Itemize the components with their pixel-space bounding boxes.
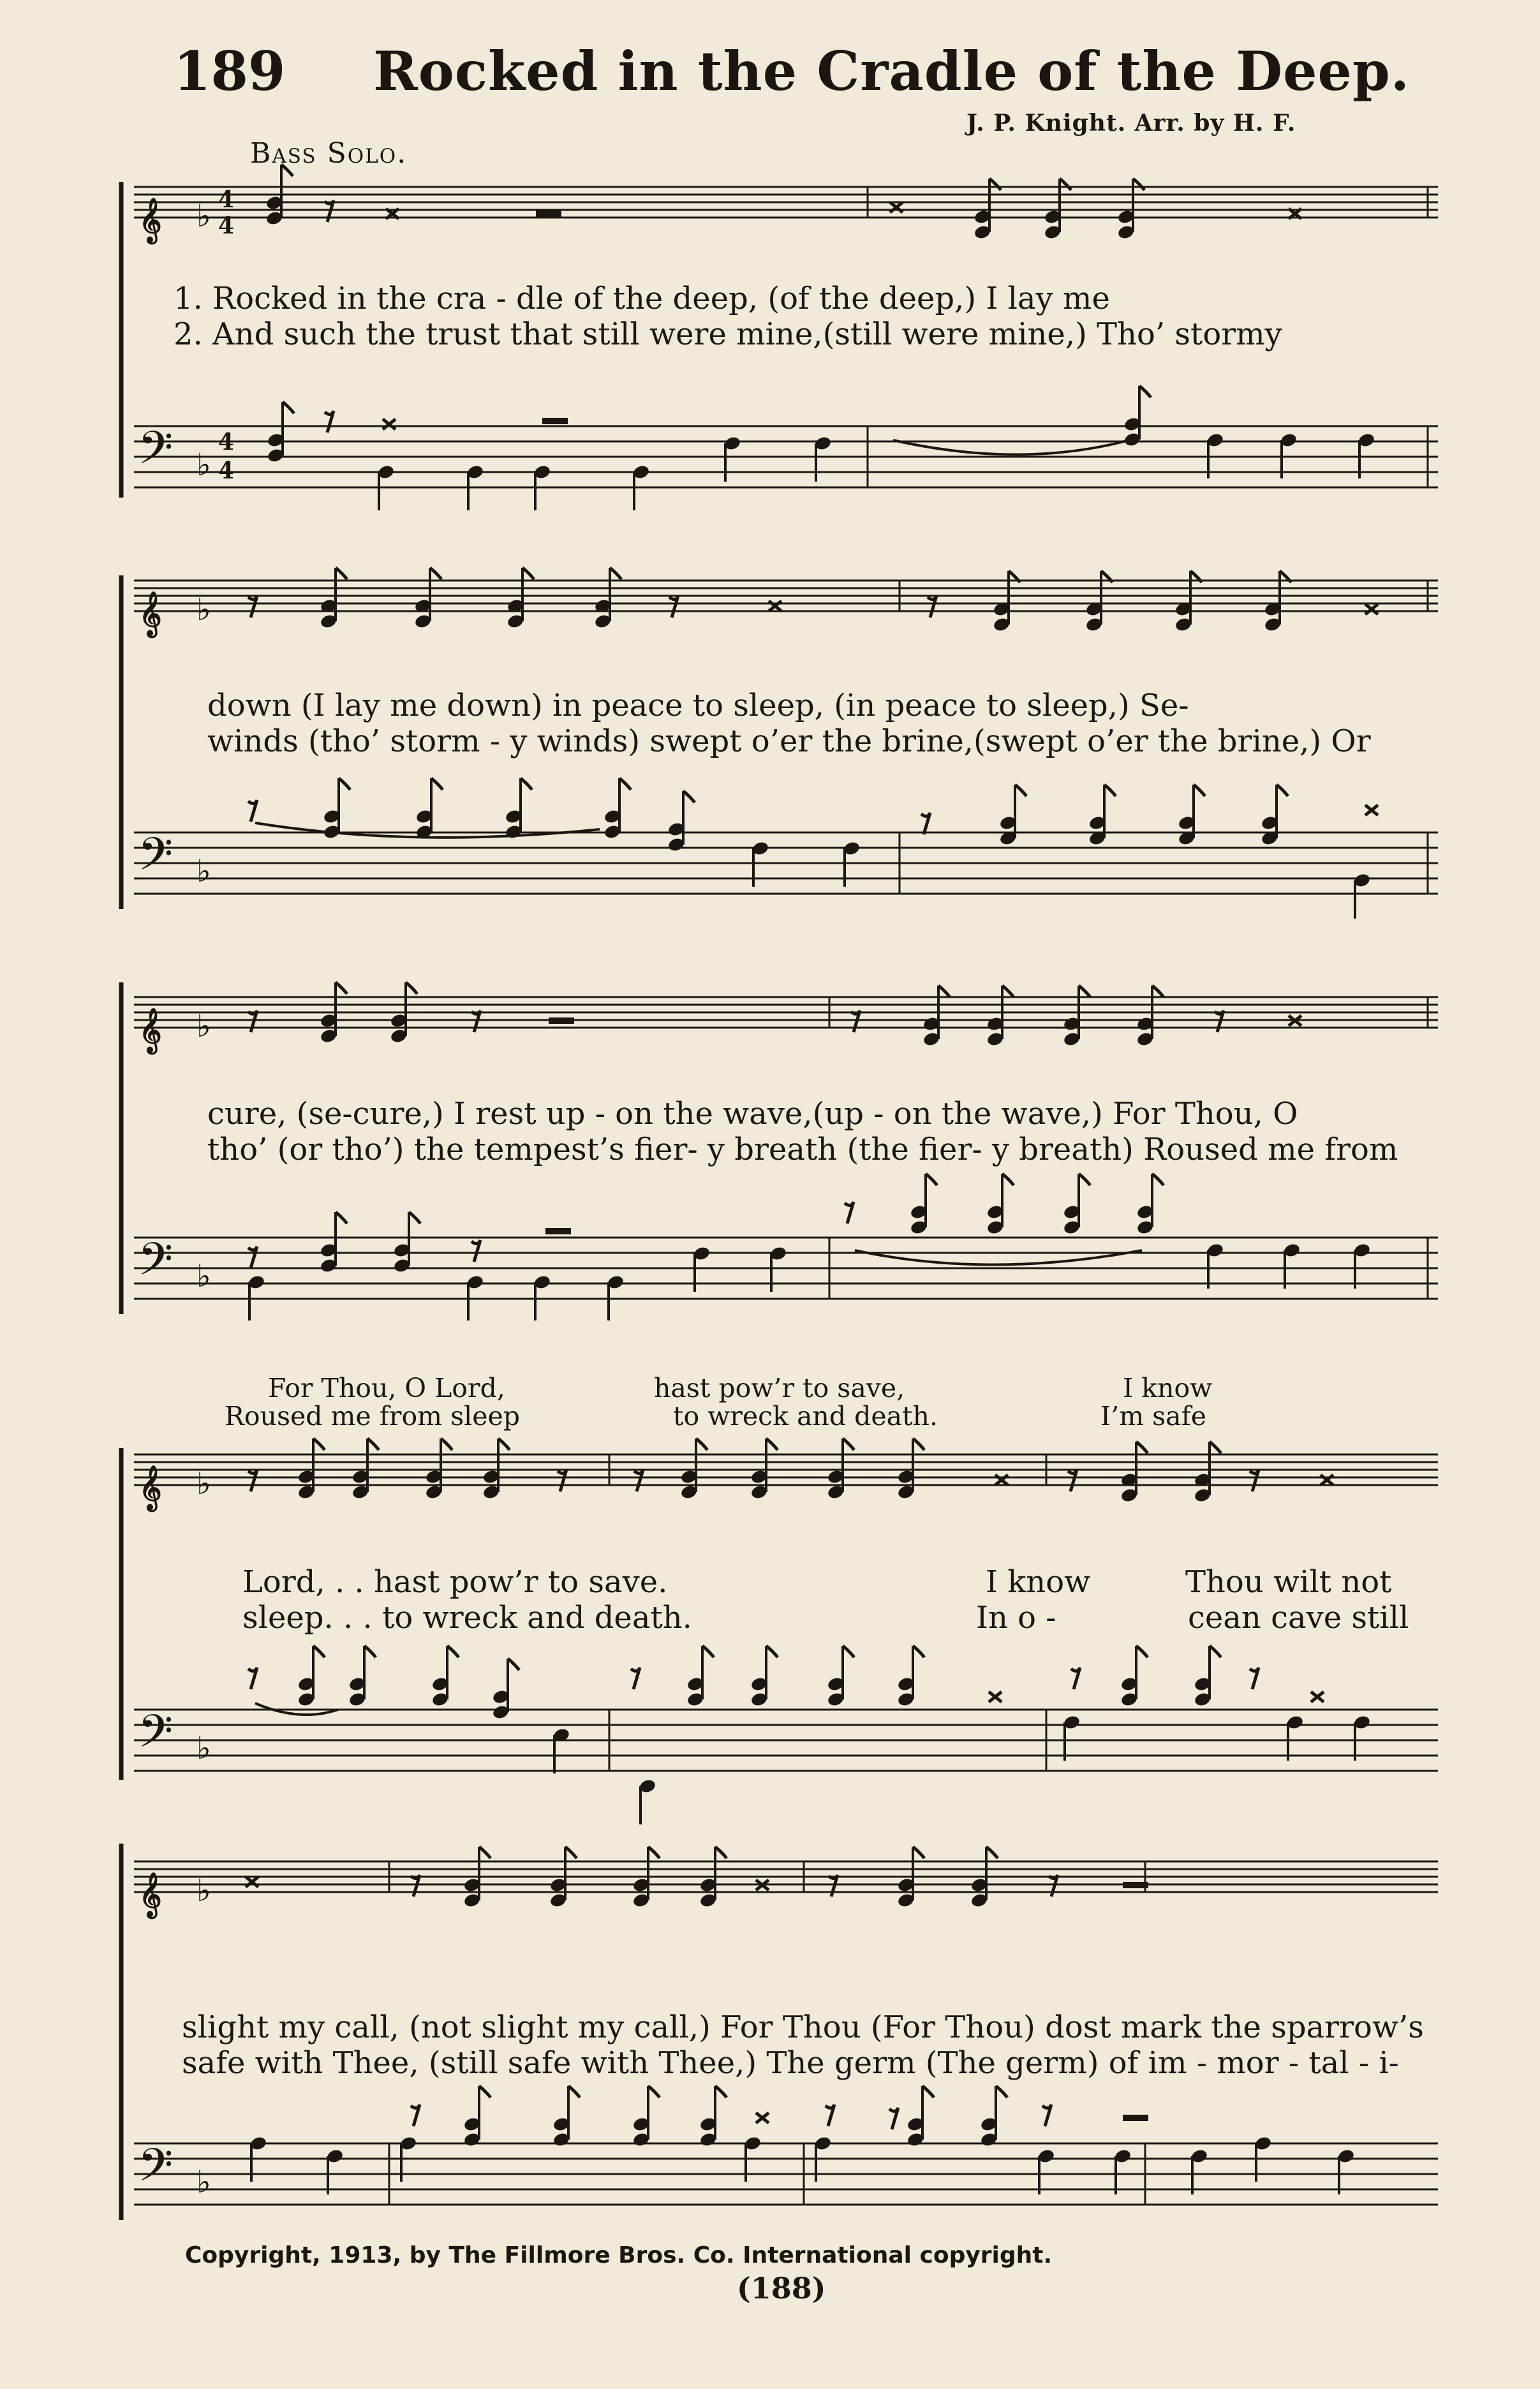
lyric-verse2-line2: winds (tho’ storm - y winds) swept o’er the brine,(swept o’er the brine,) Or [207, 723, 1371, 759]
svg-text:♭: ♭ [196, 1731, 211, 1766]
cue-verse1-b: hast pow’r to save, [654, 1373, 905, 1403]
svg-text:♭: ♭ [196, 2164, 211, 2200]
composer-credit: J. P. Knight. Arr. by H. F. [966, 110, 1296, 137]
lyric-verse1-line3: cure, (se-cure,) I rest up - on the wave,(up - on the wave,) For Thou, O [207, 1096, 1298, 1132]
cue-verse2-b: to wreck and death. [673, 1401, 938, 1431]
lyric-verse2-line5: safe with Thee, (still safe with Thee,) The germ (The germ) of im - mor - tal - i- [182, 2045, 1399, 2081]
lyric-verse2-line4b: In o - [976, 1600, 1056, 1636]
lyric-verse1-line4a: Lord, . . hast pow’r to save. [242, 1564, 668, 1600]
svg-text:♭: ♭ [196, 854, 211, 889]
svg-text:𝄢: 𝄢 [138, 828, 174, 892]
lyric-verse1-line2: down (I lay me down) in peace to sleep, (in peace to sleep,) Se- [207, 688, 1189, 723]
svg-text:♭: ♭ [196, 447, 211, 483]
copyright-notice: Copyright, 1913, by The Fillmore Bros. Co. International copyright. [185, 2242, 1053, 2268]
lyric-verse1-line5: slight my call, (not slight my call,) For Thou (For Thou) dost mark the sparrow’s [182, 2009, 1424, 2045]
svg-text:4: 4 [218, 186, 235, 213]
svg-text:𝄢: 𝄢 [138, 1705, 174, 1769]
svg-text:♭: ♭ [196, 1259, 211, 1294]
svg-text:4: 4 [218, 212, 235, 239]
svg-text:♭: ♭ [196, 1466, 211, 1502]
lyric-verse2-line4c: cean cave still [1188, 1600, 1409, 1636]
lyric-verse1-line1: 1. Rocked in the cra - dle of the deep, (of the deep,) I lay me [174, 281, 1110, 316]
svg-text:𝄢: 𝄢 [138, 1233, 174, 1297]
lyric-verse1-line4c: Thou wilt not [1185, 1564, 1392, 1600]
svg-text:4: 4 [218, 429, 235, 455]
lyric-verse2-line3: tho’ (or tho’) the tempest’s fier- y breath (the fier- y breath) Roused me from [207, 1132, 1398, 1167]
svg-text:𝄞: 𝄞 [139, 1008, 162, 1053]
page-number: (188) [737, 2271, 826, 2305]
svg-text:𝄞: 𝄞 [139, 198, 162, 242]
lyric-verse1-line4b: I know [986, 1564, 1091, 1600]
svg-text:𝄢: 𝄢 [138, 2139, 174, 2203]
svg-text:♭: ♭ [196, 1009, 211, 1044]
cue-verse1-c: I know [1123, 1373, 1213, 1403]
svg-text:𝄞: 𝄞 [139, 1872, 162, 1917]
hymn-title: Rocked in the Cradle of the Deep. [373, 40, 1410, 103]
lyric-verse2-line4a: sleep. . . to wreck and death. [242, 1600, 692, 1636]
cue-verse1-a: For Thou, O Lord, [268, 1373, 505, 1403]
lyric-verse2-line1: 2. And such the trust that still were mine,(still were mine,) Tho’ stormy [174, 316, 1282, 352]
svg-text:𝄢: 𝄢 [138, 422, 174, 485]
part-label: Bass Solo. [250, 137, 408, 170]
hymn-number: 189 [174, 40, 286, 103]
svg-text:𝄞: 𝄞 [139, 1465, 162, 1510]
svg-text:♭: ♭ [196, 1873, 211, 1909]
cue-verse2-c: I’m safe [1100, 1401, 1207, 1431]
cue-verse2-a: Roused me from sleep [225, 1401, 521, 1431]
svg-text:♭: ♭ [196, 592, 211, 628]
svg-text:♭: ♭ [196, 198, 211, 234]
svg-text:4: 4 [218, 457, 235, 484]
svg-text:𝄞: 𝄞 [139, 591, 162, 636]
